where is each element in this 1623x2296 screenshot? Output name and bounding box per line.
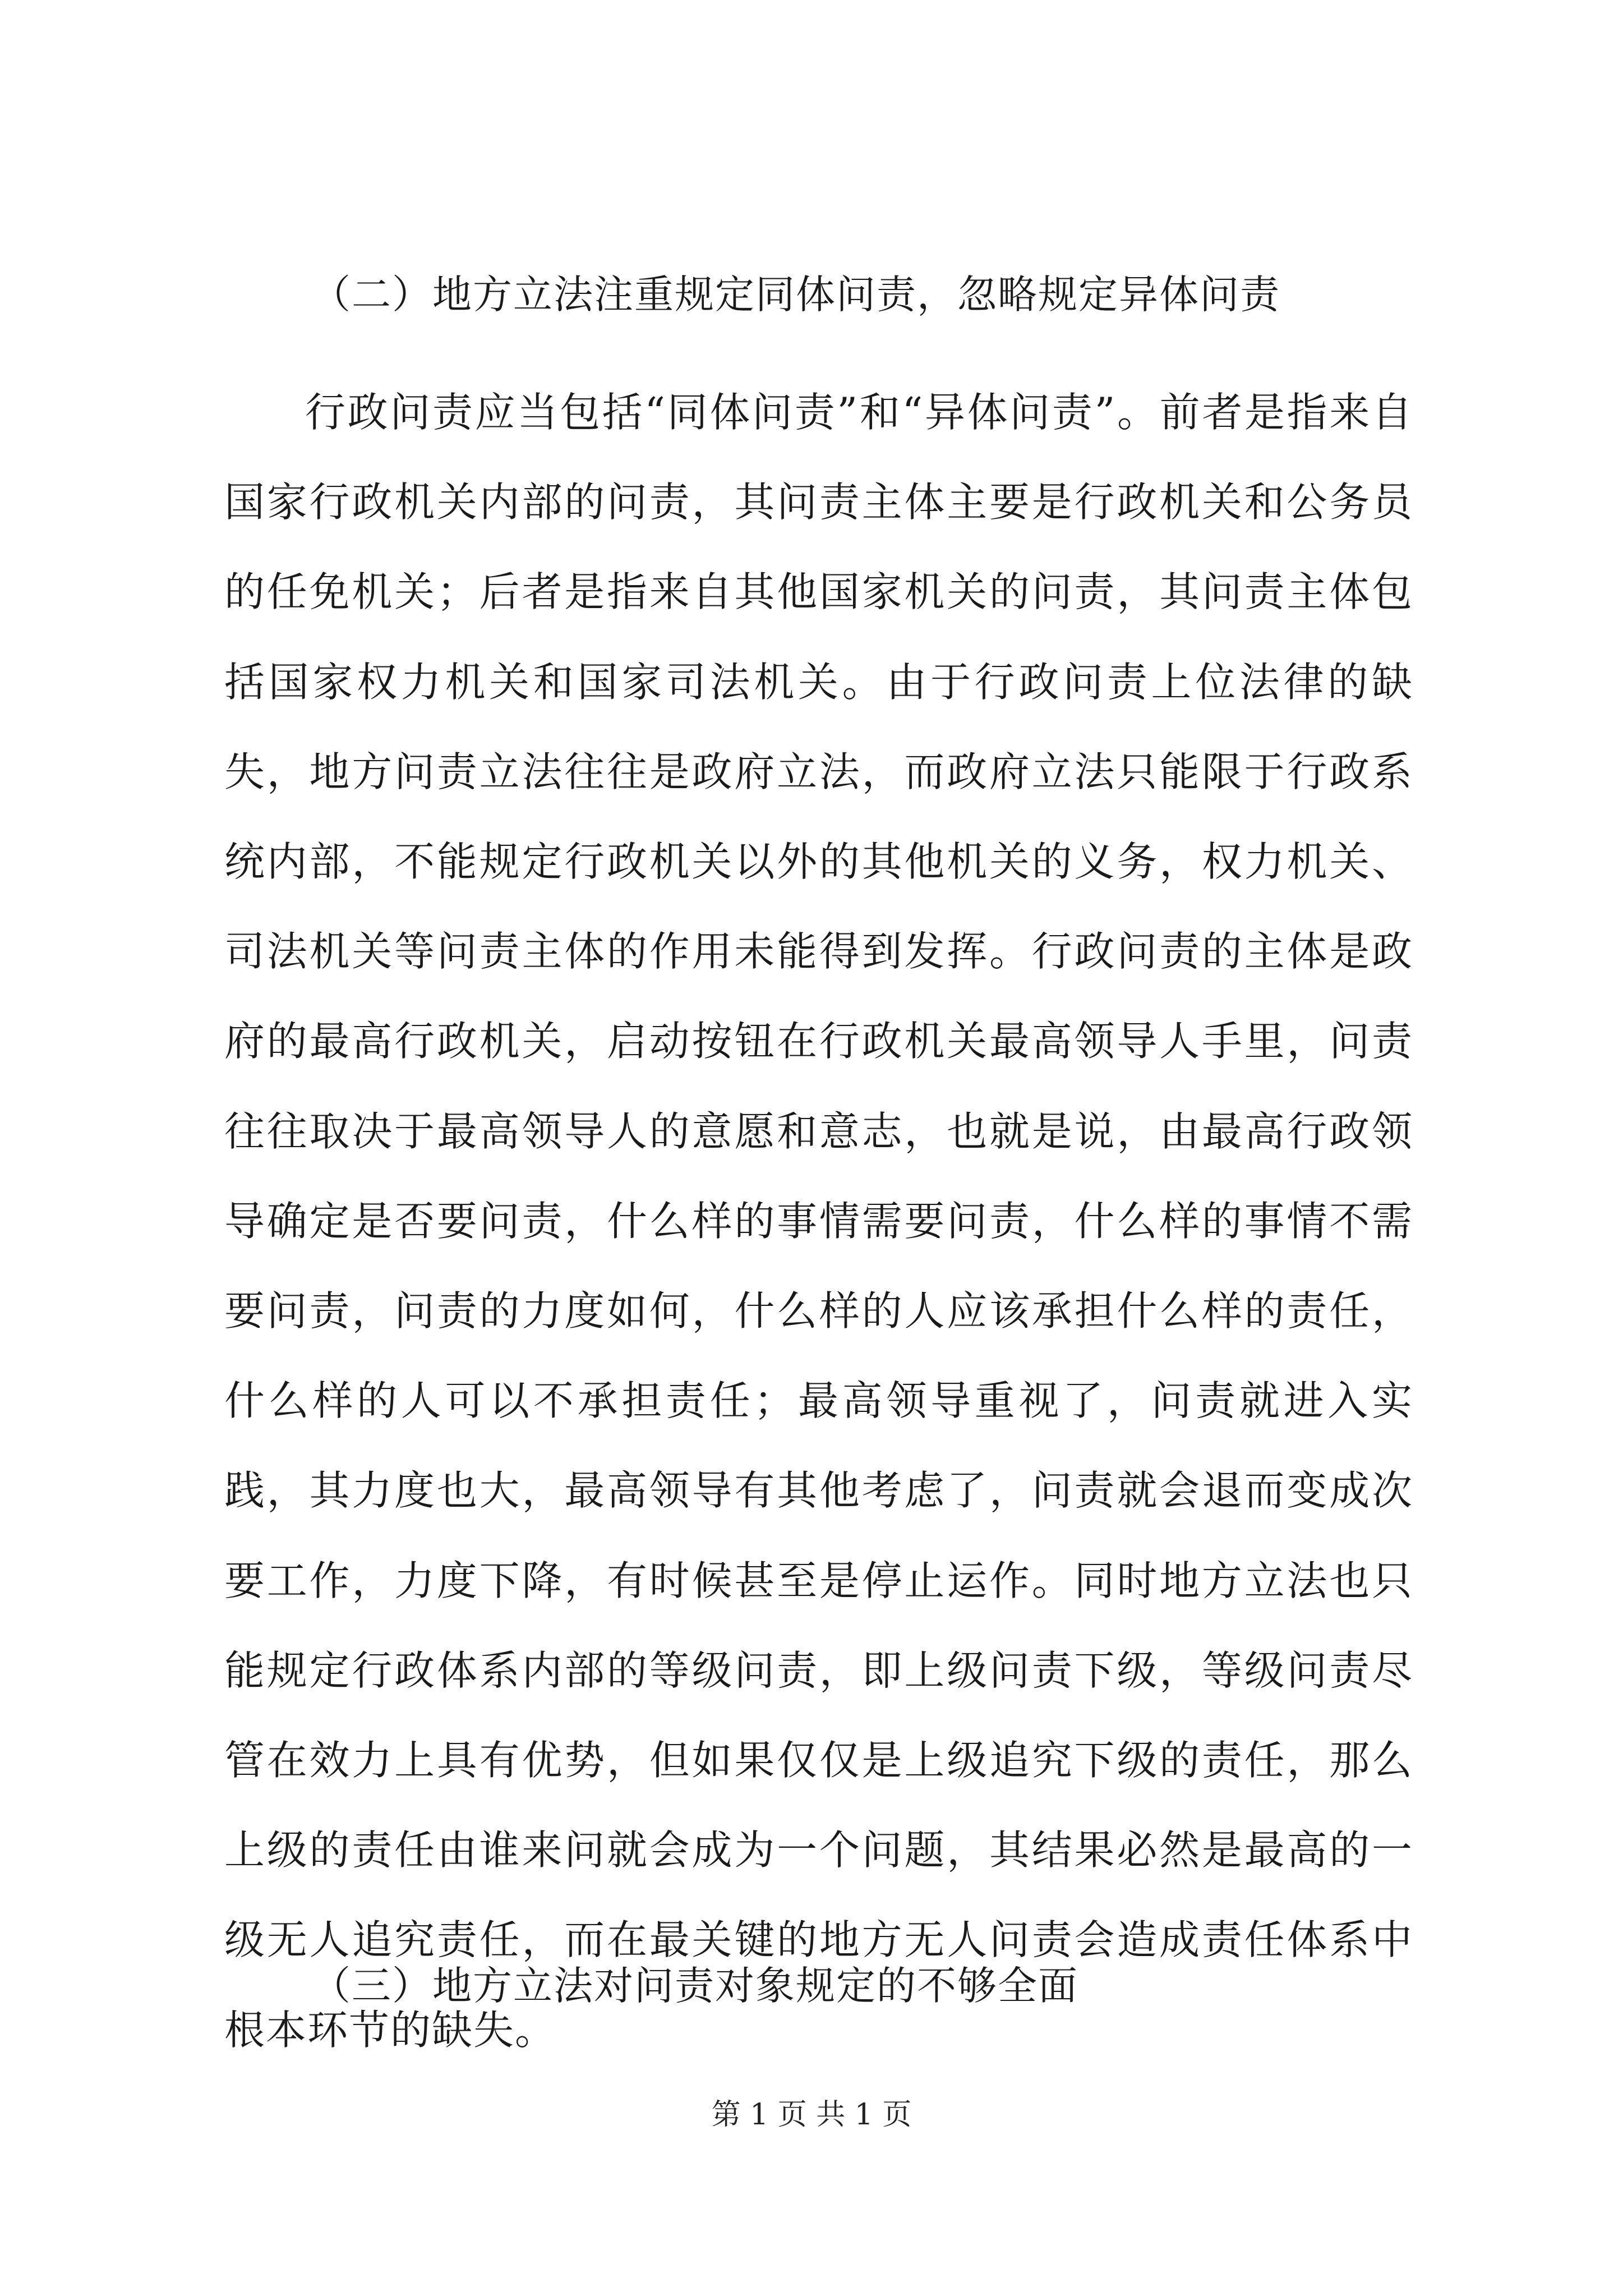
section-heading-2: （二）地方立法注重规定同体问责，忽略规定异体问责 — [311, 272, 1280, 318]
page-number-footer: 第 1 页 共 1 页 — [711, 2098, 912, 2132]
section-heading-3: （三）地方立法对问责对象规定的不够全面 — [311, 1963, 1078, 2009]
body-paragraph: 行政问责应当包括“同体问责”和“异体问责”。前者是指来自国家行政机关内部的问责，其问责主体主要是行政机关和公务员的任免机关；后者是指来自其他国家机关的问责，其问责主体包括国家权力机关和国家司法机关。由于行政问责上位法律的缺失，地方问责立法往往是政府立法，而政府立法只能限于行政系统内部，不能规定行政机关以外的其他机关的义务，权力机关、司法机关等问责主体的作用未能得到发挥。行政问责的主体是政府的最高行政机关，启动按钮在行政机关最高领导人手里，问责往往取决于最高领导人的意愿和意志，也就是说，由最高行政领导确定是否要问责，什么样的事情需要问责，什么样的事情不需要问责，问责的力度如何，什么样的人应该承担什么样的责任，什么样的人可以不承担责任；最高领导重视了，问责就进入实践，其力度也大，最高领导有其他考虑了，问责就会退而变成次要工作，力度下降，有时候甚至是停止运作。同时地方立法也只能规定行政体系内部的等级问责，即上级问责下级，等级问责尽管在效力上具有优势，但如果仅仅是上级追究下级的责任，那么上级的责任由谁来问就会成为一个问题，其结果必然是最高的一级无人追究责任，而在最关键的地方无人问责会造成责任体系中根本环节的缺失。 — [224, 389, 1413, 2054]
